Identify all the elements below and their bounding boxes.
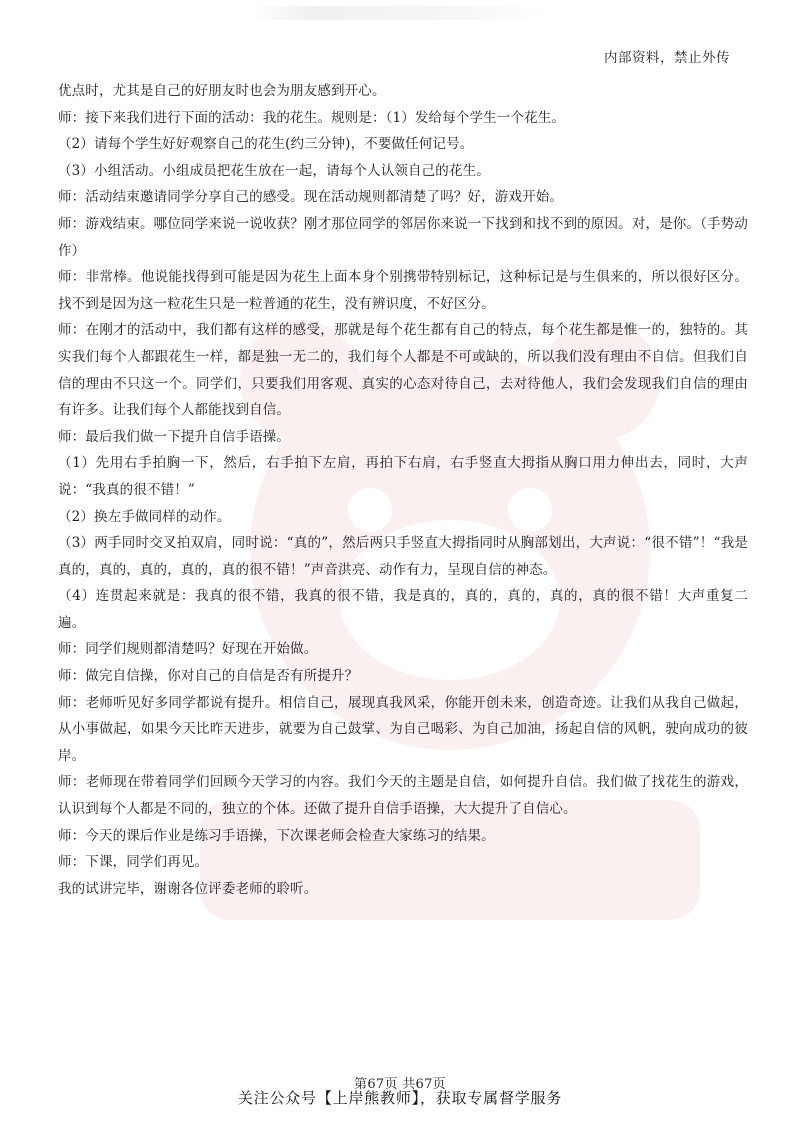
paragraph: （3）小组活动。小组成员把花生放在一起，请每个人认领自己的花生。 bbox=[58, 162, 490, 179]
paragraph: 师：最后我们做一下提升自信手语操。 bbox=[58, 428, 291, 445]
paragraph: （2）换左手做同样的动作。 bbox=[58, 508, 231, 525]
paragraph: 师：今天的课后作业是练习手语操，下次课老师会检查大家练习的结果。 bbox=[58, 827, 495, 844]
paragraph: 优点时，尤其是自己的好朋友时也会为朋友感到开心。 bbox=[58, 83, 386, 99]
paragraph: 师：老师听见好多同学都说有提升。相信自己，展现真我风采，你能开创未来，创造奇迹。让我们从我自己做起，从小事做起，如果今天比昨天进步，就要为自己鼓掌、为自己喝彩、为自己加油，扬起自信的风帆，驶向成功的彼岸。 bbox=[58, 694, 748, 764]
paragraph: 师：做完自信操，你对自己的自信是否有所提升？ bbox=[58, 668, 359, 685]
paragraph: 师：接下来我们进行下面的活动：我的花生。规则是：（1）发给每个学生一个花生。 bbox=[58, 109, 566, 126]
scan-artifact bbox=[250, 6, 550, 20]
paragraph: 师：下课，同学们再见。 bbox=[58, 854, 209, 871]
paragraph: 师：活动结束邀请同学分享自己的感受。现在活动规则都清楚了吗？好，游戏开始。 bbox=[58, 189, 564, 206]
paragraph: 师：老师现在带着同学们回顾今天学习的内容。我们今天的主题是自信，如何提升自信。我们做了找花生的游戏，认识到每个人都是不同的，独立的个体。还做了提升自信手语操，大大提升了自信心。 bbox=[58, 774, 748, 818]
paragraph: （3）两手同时交叉拍双肩，同时说：“真的”，然后两只手竖直大拇指同时从胸部划出，大声说：“很不错”！“我是真的，真的，真的，真的，真的很不错！”声音洪亮、动作有力，呈现自信的神态。 bbox=[58, 535, 748, 578]
lecture-body bbox=[58, 78, 748, 902]
paragraph: （1）先用右手拍胸一下，然后，右手拍下左肩，再拍下右肩，右手竖直大拇指从胸口用力伸出去，同时，大声说：“我真的很不错！” bbox=[58, 455, 748, 498]
paragraph: 我的试讲完毕，谢谢各位评委老师的聆听。 bbox=[58, 880, 318, 897]
paragraph: 师：游戏结束。哪位同学来说一说收获？刚才那位同学的邻居你来说一下找到和找不到的原因。对，是你。（手势动作） bbox=[58, 215, 748, 259]
page-number: 第67页 共67页 bbox=[354, 1077, 446, 1092]
promo-line: 关注公众号【上岸熊教师】，获取专属督学服务 bbox=[237, 1089, 563, 1107]
paragraph: （4）连贯起来就是：我真的很不错，我真的很不错，我是真的，真的，真的，真的，真的很不错！大声重复二遍。 bbox=[58, 588, 748, 631]
paragraph: 师：非常棒。他说能找得到可能是因为花生上面本身个别携带特别标记，这种标记是与生俱来的，所以很好区分。找不到是因为这一粒花生只是一粒普通的花生，没有辨识度，不好区分。 bbox=[58, 269, 748, 312]
paragraph: （2）请每个学生好好观察自己的花生(约三分钟)，不要做任何记号。 bbox=[58, 136, 474, 153]
paragraph: 师：在刚才的活动中，我们都有这样的感受，那就是每个花生都有自己的特点，每个花生都是惟一的，独特的。其实我们每个人都跟花生一样，都是独一无二的，我们每个人都是不可或缺的，所以我们没有理由不自信。但我们自信的理由不只这一个。同学们，只要我们用客观、真实的心态对待自己，去对待他人，我们会发现我们自信的理由有许多。让我们每个人都能找到自信。 bbox=[58, 322, 748, 419]
paragraph: 师：同学们规则都清楚吗？好现在开始做。 bbox=[58, 641, 318, 658]
internal-use-notice: 内部资料，禁止外传 bbox=[604, 50, 730, 66]
